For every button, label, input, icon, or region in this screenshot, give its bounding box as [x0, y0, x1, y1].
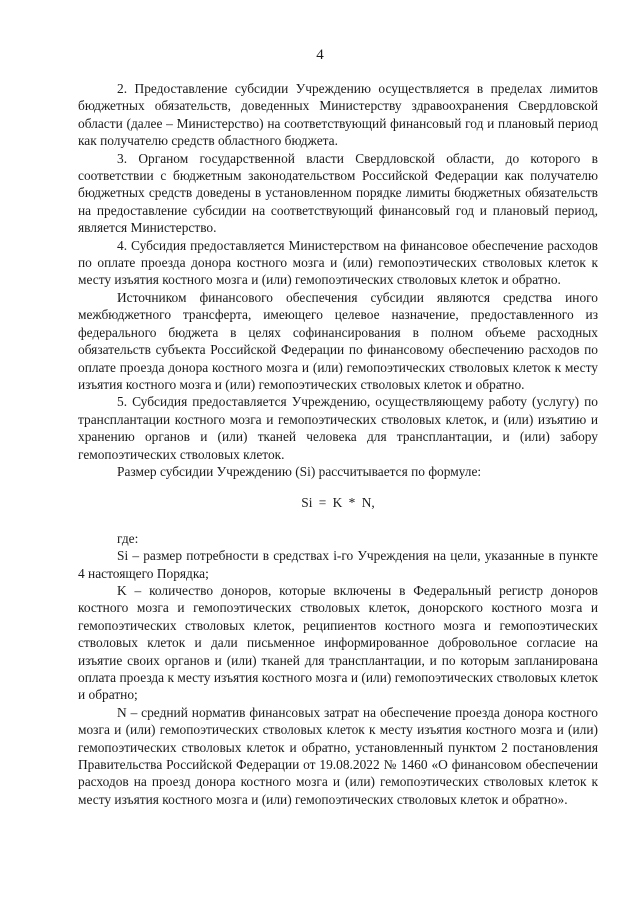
paragraph-3: 3. Органом государственной власти Свердловской области, до которого в соответствии с бюджетным законодательством Российской Федерации как получателю бюджетных средств доведены в установленном порядке лимиты бюджетных обязательств на предоставление субсидии на соответствующий финансовый год и плановый период, является Министерство. — [78, 150, 598, 236]
paragraph-4-funding-source: Источником финансового обеспечения субсидии являются средства иного межбюджетного трансферта, имеющего целевое назначение, предоставленного из федерального бюджета в целях софинансирования в полном объеме расходных обязательств субъекта Российской Федерации по финансовому обеспечению расходов по оплате проезда донора костного мозга и (или) гемопоэтических стволовых клеток к месту изъятия костного мозга и (или) гемопоэтических стволовых клеток и обратно. — [78, 289, 598, 392]
page-number: 4 — [316, 47, 324, 63]
paragraph-5: 5. Субсидия предоставляется Учреждению, осуществляющему работу (услугу) по трансплантации костного мозга и гемопоэтических стволовых клеток, и (или) изъятию и хранению органов и (или) тканей человека для трансплантации, и (или) забору гемопоэтических стволовых клеток. — [78, 394, 598, 462]
formula-where-label: где: — [117, 530, 139, 546]
paragraph-2: 2. Предоставление субсидии Учреждению осуществляется в пределах лимитов бюджетных обязательств, доведенных Министерству здравоохранения Свердловской области (далее – Министерство) на соответствующий финансовый год и плановый период как получателю средств областного бюджета. — [78, 81, 598, 149]
formula-intro: Размер субсидии Учреждению (Si) рассчитывается по формуле: — [117, 463, 482, 479]
definition-k: K – количество доноров, которые включены в Федеральный регистр доноров костного мозга и гемопоэтических стволовых клеток, донорского костного мозга и гемопоэтических стволовых клеток, реципиентов костного мозга и гемопоэтических стволовых клеток и дали письменное информированное добровольное согласие на изъятие своих органов и (или) тканей для трансплантации, и по которым запланирована оплата проезда к месту изъятия костного мозга и (или) гемопоэтических стволовых клеток и обратно; — [78, 582, 598, 703]
document-body — [78, 80, 598, 808]
paragraph-4: 4. Субсидия предоставляется Министерством на финансовое обеспечение расходов по оплате проезда донора костного мозга и (или) гемопоэтических стволовых клеток к месту изъятия костного мозга и (или) гемопоэтических стволовых клеток и обратно. — [78, 237, 598, 288]
definition-si: Si – размер потребности в средствах i-го Учреждения на цели, указанные в пункте 4 настоящего Порядка; — [78, 548, 598, 581]
definition-n: N – средний норматив финансовых затрат на обеспечение проезда донора костного мозга и (или) гемопоэтических стволовых клеток к месту изъятия костного мозга и (или) гемопоэтических стволовых клеток и обратно, установленный пунктом 2 постановления Правительства Российской Федерации от 19.08.2022 № 1460 «О финансовом обеспечении расходов на проезд донора костного мозга и (или) гемопоэтических стволовых клеток к месту изъятия костного мозга и (или) гемопоэтических стволовых клеток и обратно». — [78, 704, 598, 807]
subsidy-formula: Si = K * N, — [301, 495, 375, 511]
